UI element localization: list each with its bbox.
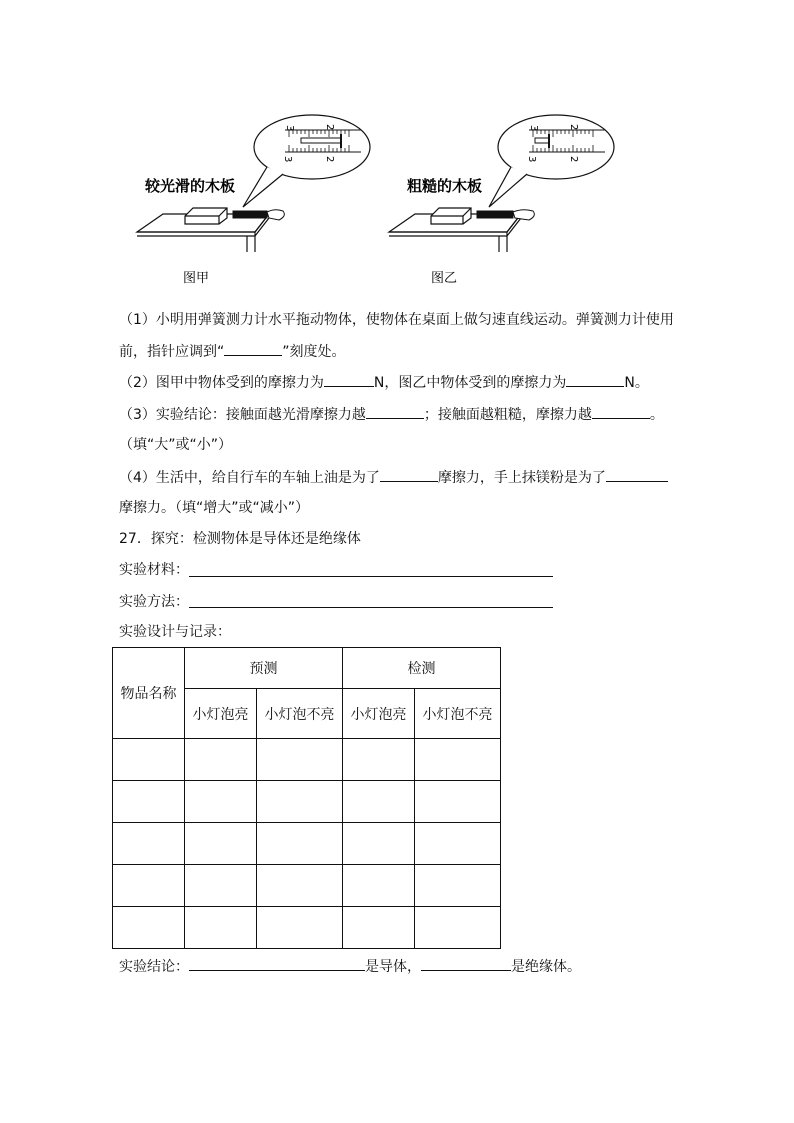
header-predict: 预测 bbox=[185, 648, 343, 689]
q3-blank-2[interactable] bbox=[592, 404, 650, 419]
figure-caption-left: 图甲 bbox=[183, 271, 210, 286]
table-cell[interactable] bbox=[185, 781, 257, 823]
q2-blank-2[interactable] bbox=[566, 372, 624, 387]
figure-left bbox=[135, 112, 375, 292]
scale-label-top-right: 2 bbox=[568, 124, 579, 131]
table-cell[interactable] bbox=[113, 781, 185, 823]
table-cell[interactable] bbox=[113, 865, 185, 907]
table-cell[interactable] bbox=[257, 865, 343, 907]
table-cell[interactable] bbox=[257, 781, 343, 823]
wood-block-right bbox=[431, 208, 471, 224]
insulator-text: 是绝缘体。 bbox=[511, 959, 581, 975]
figure-caption-right: 图乙 bbox=[431, 271, 458, 286]
scale-label-top-right: 2 bbox=[324, 124, 335, 131]
table-row bbox=[113, 865, 501, 907]
method-answer-line[interactable] bbox=[189, 607, 553, 608]
q4-mid: 摩擦力，手上抹镁粉是为了 bbox=[437, 470, 606, 486]
design-label: 实验设计与记录： bbox=[119, 624, 231, 640]
table-cell[interactable] bbox=[415, 823, 501, 865]
q3-suffix: 。 bbox=[649, 407, 664, 423]
q2-suffix: N。 bbox=[624, 375, 649, 391]
method-label: 实验方法： bbox=[119, 594, 189, 610]
table-row bbox=[113, 823, 501, 865]
q4-line2: 摩擦力。（填“增大”或“减小”） bbox=[119, 500, 310, 516]
table-row bbox=[113, 781, 501, 823]
q1-line1: （1）小明用弹簧测力计水平拖动物体，使物体在桌面上做匀速直线运动。弹簧测力计使用 bbox=[119, 312, 674, 328]
q4-prefix: （4）生活中，给自行车的车轴上油是为了 bbox=[119, 470, 380, 486]
table-cell[interactable] bbox=[415, 781, 501, 823]
q1-line2-prefix: 前，指针应调到“ bbox=[119, 344, 225, 360]
q4-blank-1[interactable] bbox=[380, 467, 438, 482]
scale-label-bottom-right: 2 bbox=[324, 156, 335, 163]
table-cell[interactable] bbox=[113, 823, 185, 865]
q2-prefix: （2）图甲中物体受到的摩擦力为 bbox=[119, 375, 324, 391]
q1-line2-suffix: ”刻度处。 bbox=[282, 344, 346, 360]
table-cell[interactable] bbox=[185, 865, 257, 907]
table-cell[interactable] bbox=[343, 907, 415, 949]
table-cell[interactable] bbox=[113, 907, 185, 949]
conductor-text: 是导体， bbox=[365, 959, 421, 975]
callout-tail bbox=[489, 167, 527, 207]
spring-scale-left bbox=[227, 210, 284, 220]
header-predict-on: 小灯泡亮 bbox=[185, 689, 257, 739]
table-row bbox=[113, 739, 501, 781]
spring-scale-right bbox=[471, 210, 534, 220]
header-detect: 检测 bbox=[343, 648, 501, 689]
table-cell[interactable] bbox=[415, 865, 501, 907]
table-cell[interactable] bbox=[185, 823, 257, 865]
q2-blank-1[interactable] bbox=[324, 372, 374, 387]
table-cell[interactable] bbox=[257, 823, 343, 865]
board-label-left: 较光滑的木板 bbox=[145, 177, 236, 195]
q1-blank[interactable] bbox=[224, 341, 282, 356]
table-cell[interactable] bbox=[185, 907, 257, 949]
scale-label-top-left: 3 bbox=[528, 125, 539, 132]
table-cell[interactable] bbox=[343, 823, 415, 865]
q27-title: 27．探究：检测物体是导体还是绝缘体 bbox=[119, 531, 361, 547]
header-predict-off: 小灯泡不亮 bbox=[257, 689, 343, 739]
scale-label-bottom-left: 3 bbox=[282, 156, 293, 163]
conclusion-line bbox=[119, 956, 581, 977]
wood-block-left bbox=[185, 208, 227, 224]
table-cell[interactable] bbox=[343, 781, 415, 823]
materials-label: 实验材料： bbox=[119, 562, 189, 578]
q1-line2 bbox=[119, 341, 346, 362]
q3-blank-1[interactable] bbox=[366, 404, 424, 419]
header-detect-off: 小灯泡不亮 bbox=[415, 689, 501, 739]
board-label-right: 粗糙的木板 bbox=[407, 177, 483, 195]
callout-tail bbox=[243, 167, 283, 207]
q2-line bbox=[119, 372, 649, 393]
table-cell[interactable] bbox=[343, 865, 415, 907]
scale-label-bottom-left: 3 bbox=[526, 156, 537, 163]
conclusion-label: 实验结论： bbox=[119, 959, 189, 975]
q3-line2: （填“大”或“小”） bbox=[119, 437, 233, 453]
table-cell[interactable] bbox=[257, 739, 343, 781]
q3-line1 bbox=[119, 404, 664, 425]
scale-label-top-left: 3 bbox=[284, 125, 295, 132]
record-table bbox=[112, 647, 501, 949]
q2-mid: N，图乙中物体受到的摩擦力为 bbox=[373, 375, 567, 391]
table-cell[interactable] bbox=[113, 739, 185, 781]
header-detect-on: 小灯泡亮 bbox=[343, 689, 415, 739]
table-cell[interactable] bbox=[415, 907, 501, 949]
table-row bbox=[113, 907, 501, 949]
q4-line1 bbox=[119, 467, 668, 488]
table-cell[interactable] bbox=[343, 739, 415, 781]
table-cell[interactable] bbox=[415, 739, 501, 781]
table-cell[interactable] bbox=[185, 739, 257, 781]
q4-blank-2[interactable] bbox=[606, 467, 668, 482]
insulator-blank[interactable] bbox=[421, 956, 511, 971]
conductor-blank[interactable] bbox=[189, 956, 365, 971]
q3-mid: ；接触面越粗糙，摩擦力越 bbox=[423, 407, 592, 423]
scale-label-bottom-right: 2 bbox=[568, 156, 579, 163]
table-cell[interactable] bbox=[257, 907, 343, 949]
figure-right bbox=[383, 112, 643, 292]
header-item-name: 物品名称 bbox=[113, 648, 185, 739]
q3-prefix: （3）实验结论：接触面越光滑摩擦力越 bbox=[119, 407, 366, 423]
materials-answer-line[interactable] bbox=[189, 576, 553, 577]
